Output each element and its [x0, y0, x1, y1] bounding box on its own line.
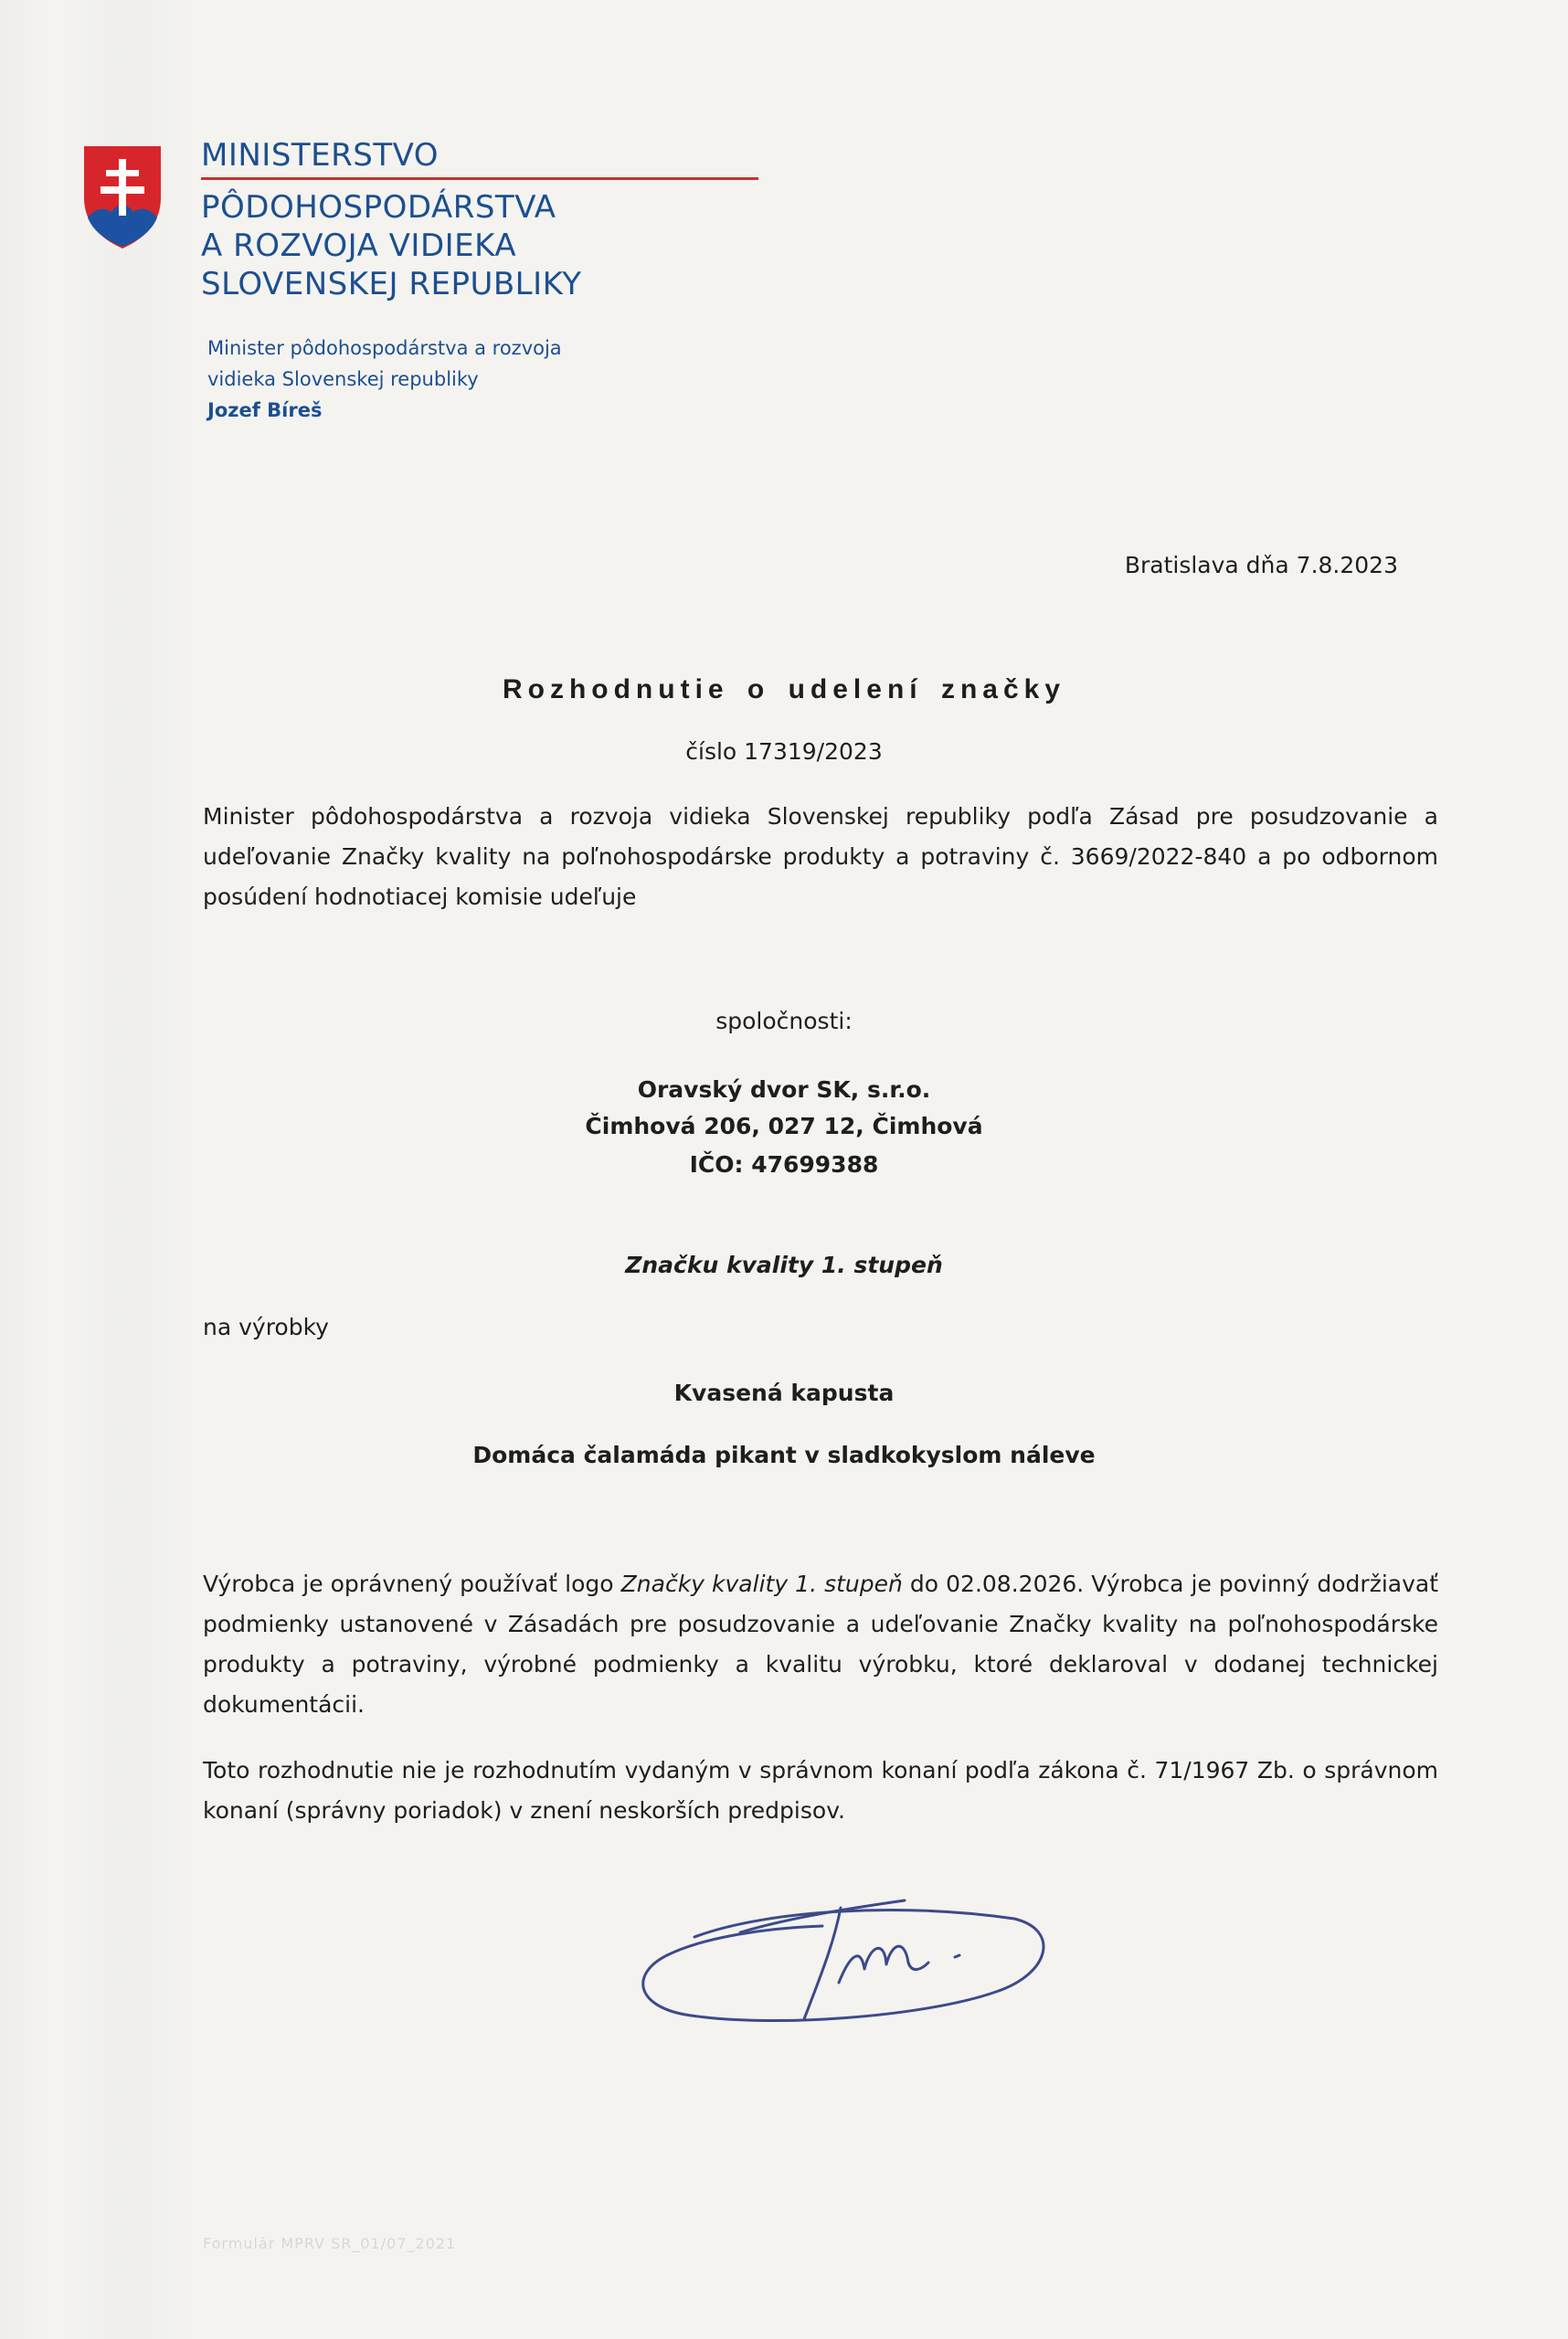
- handwritten-signature-icon: [630, 1882, 1051, 2047]
- company-address: Čimhová 206, 027 12, Čimhová: [585, 1113, 983, 1139]
- ministry-line-1: MINISTERSTVO: [201, 137, 440, 174]
- ministry-line-3: A ROZVOJA VIDIEKA: [201, 228, 517, 264]
- company-ico: IČO: 47699388: [689, 1151, 879, 1178]
- minister-title-line-2: vidieka Slovenskej republiky: [207, 368, 479, 390]
- intro-paragraph: Minister pôdohospodárstva a rozvoja vidieka Slovenskej republiky podľa Zásad pre posudzovanie a udeľovanie Značky kvality na poľnohospodárske produkty a potraviny č. 3669/2022-840 a po odbornom posúdení hodnotiacej komisie udeľuje: [203, 803, 1438, 910]
- ministry-line-4: SLOVENSKEJ REPUBLIKY: [201, 266, 582, 302]
- usage-text-part-2: do 02.08.2026. Výrobca je povinný dodržiavať podmienky ustanovené v Zásadách pre posudzovanie a udeľovanie Značky kvality na poľnohospodárske produkty a potraviny, výrobné podmienky a kvalitu výrobku, ktoré deklaroval v dodanej technickej dokumentácii.: [203, 1571, 1438, 1718]
- company-label: spoločnosti:: [715, 1008, 853, 1034]
- ministry-line-2: PÔDOHOSPODÁRSTVA: [201, 189, 556, 226]
- usage-mark-name: Značky kvality 1. stupeň: [620, 1571, 903, 1597]
- usage-text-part-1: Výrobca je oprávnený používať logo: [203, 1571, 621, 1597]
- products-label: na výrobky: [203, 1314, 329, 1340]
- minister-title-line-1: Minister pôdohospodárstva a rozvoja: [207, 337, 562, 359]
- legal-notice-paragraph: Toto rozhodnutie nie je rozhodnutím vydaným v správnom konaní podľa zákona č. 71/1967 Zb. o správnom konaní (správny poriadok) v znení neskorších predpisov.: [203, 1757, 1438, 1824]
- quality-mark-name: Značku kvality 1. stupeň: [625, 1252, 943, 1278]
- document-title: Rozhodnutie o udelení značky: [502, 674, 1066, 704]
- ministry-title: [201, 135, 582, 303]
- usage-paragraph: [203, 1564, 1438, 1725]
- place-date: Bratislava dňa 7.8.2023: [1124, 552, 1398, 578]
- form-footer: Formulár MPRV SR_01/07_2021: [203, 2235, 457, 2252]
- header-red-rule: [201, 177, 758, 180]
- minister-name: Jozef Bíreš: [207, 399, 323, 421]
- company-name: Oravský dvor SK, s.r.o.: [637, 1076, 931, 1103]
- product-item: Kvasená kapusta: [673, 1380, 895, 1406]
- slovak-coat-of-arms-icon: [82, 144, 163, 250]
- product-item: Domáca čalamáda pikant v sladkokyslom náleve: [472, 1442, 1096, 1468]
- minister-block: [207, 333, 562, 426]
- document-number: číslo 17319/2023: [685, 738, 883, 765]
